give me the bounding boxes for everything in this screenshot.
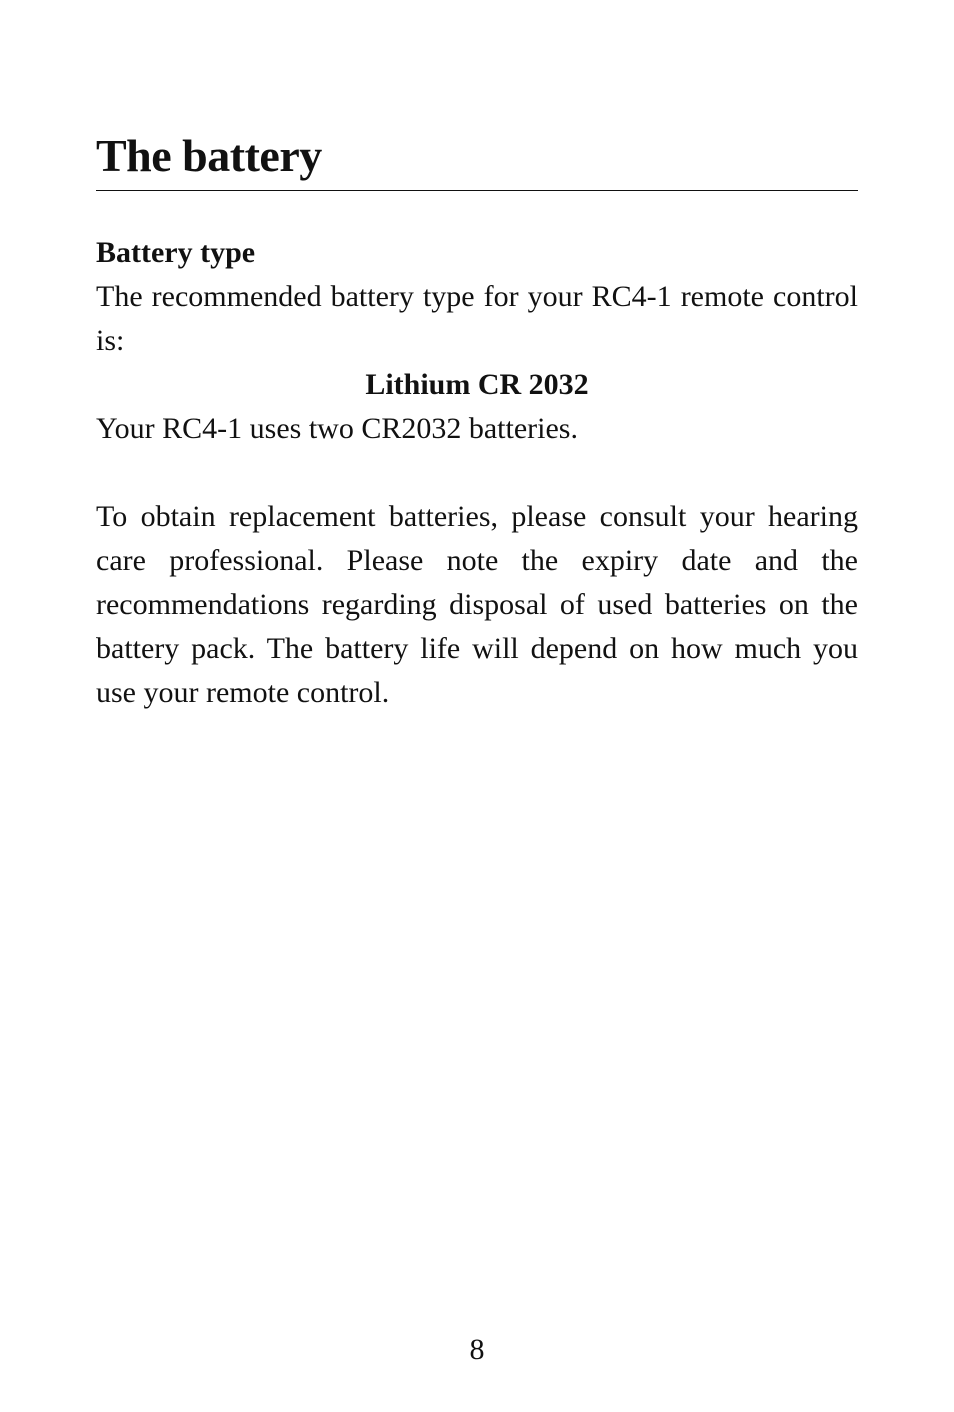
page-number: 8 — [469, 1333, 485, 1366]
section-heading: Battery type — [96, 236, 256, 269]
battery-name: Lithium CR 2032 — [365, 368, 589, 401]
paragraph-spacer — [96, 451, 858, 495]
page-title: The battery — [96, 130, 322, 181]
title-divider — [96, 190, 858, 191]
intro-paragraph: The recommended battery type for your RC4-1 remote control is: — [96, 280, 858, 357]
battery-type-section — [96, 231, 858, 715]
replacement-paragraph: To obtain replacement batteries, please consult your hearing care professional. Please note the expiry date and the recommendations regarding disposal of used batteries on the battery pack. The battery life will depend on how much you use your remote control. — [96, 500, 858, 709]
usage-paragraph: Your RC4-1 uses two CR2032 batteries. — [96, 412, 578, 445]
